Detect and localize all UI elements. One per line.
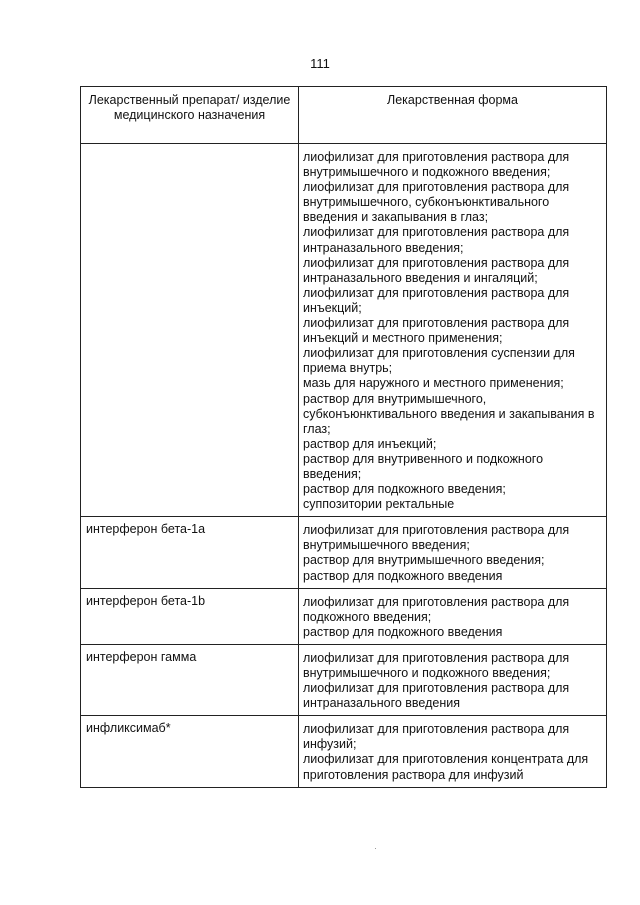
dosage-form-item: лиофилизат для приготовления раствора для интраназального введения [303, 681, 570, 711]
dosage-form-item: раствор для внутримышечного введения; [303, 553, 545, 568]
header-dosage-form: Лекарственная форма [299, 87, 607, 144]
table-row [81, 144, 607, 517]
dosage-form-item: лиофилизат для приготовления суспензии для приема внутрь; [303, 346, 575, 376]
dosage-form-item: раствор для внутримышечного, субконъюнктивального введения и закапывания в глаз; [303, 391, 595, 436]
table-row [81, 517, 607, 588]
drug-name-cell [81, 144, 299, 517]
table-row [81, 588, 607, 644]
dosage-form-item: лиофилизат для приготовления раствора для внутримышечного и подкожного введения; [303, 150, 570, 180]
dosage-form-item: раствор для инъекций; [303, 436, 437, 451]
dosage-form-item: лиофилизат для приготовления раствора для внутримышечного введения; [303, 523, 570, 553]
dosage-form-item: мазь для наружного и местного применения; [303, 376, 564, 391]
dosage-form-item: раствор для подкожного введения [303, 568, 503, 583]
dosage-forms-cell [299, 588, 607, 644]
dosage-forms-cell [299, 144, 607, 517]
drug-name-cell: интерферон бета-1b [81, 588, 299, 644]
dosage-form-item: раствор для подкожного введения; [303, 482, 506, 497]
dosage-form-item: лиофилизат для приготовления раствора для подкожного введения; [303, 594, 570, 624]
dosage-form-item: лиофилизат для приготовления раствора для интраназального введения и ингаляций; [303, 255, 570, 285]
dosage-forms-cell [299, 517, 607, 588]
dosage-form-item: лиофилизат для приготовления концентрата для приготовления раствора для инфузий [303, 752, 589, 782]
dosage-forms-cell [299, 644, 607, 715]
dosage-form-item: суппозитории ректальные [303, 497, 455, 512]
dosage-form-item: раствор для внутривенного и подкожного введения; [303, 451, 544, 481]
header-row [81, 87, 607, 144]
table-body [81, 144, 607, 788]
dosage-form-item: лиофилизат для приготовления раствора для инфузий; [303, 722, 570, 752]
table-row [81, 716, 607, 787]
page-number: 111 [310, 56, 330, 71]
drug-forms-table [80, 86, 607, 788]
dosage-form-item: лиофилизат для приготовления раствора для внутримышечного, субконъюнктивального введения и закапывания в глаз; [303, 180, 570, 225]
dosage-form-item: лиофилизат для приготовления раствора для интраназального введения; [303, 225, 570, 255]
table-header [81, 87, 607, 144]
dosage-form-item: лиофилизат для приготовления раствора для внутримышечного и подкожного введения; [303, 650, 570, 680]
header-drug-name: Лекарственный препарат/ изделие медицинского назначения [81, 87, 299, 144]
table-row [81, 644, 607, 715]
drug-name-cell: интерферон гамма [81, 644, 299, 715]
scan-artifact [375, 848, 376, 849]
drug-name-cell: инфликсимаб* [81, 716, 299, 787]
dosage-form-item: лиофилизат для приготовления раствора для инъекций; [303, 285, 570, 315]
drug-name-cell: интерферон бета-1a [81, 517, 299, 588]
dosage-form-item: раствор для подкожного введения [303, 624, 503, 639]
dosage-forms-cell [299, 716, 607, 787]
dosage-form-item: лиофилизат для приготовления раствора для инъекций и местного применения; [303, 316, 570, 346]
